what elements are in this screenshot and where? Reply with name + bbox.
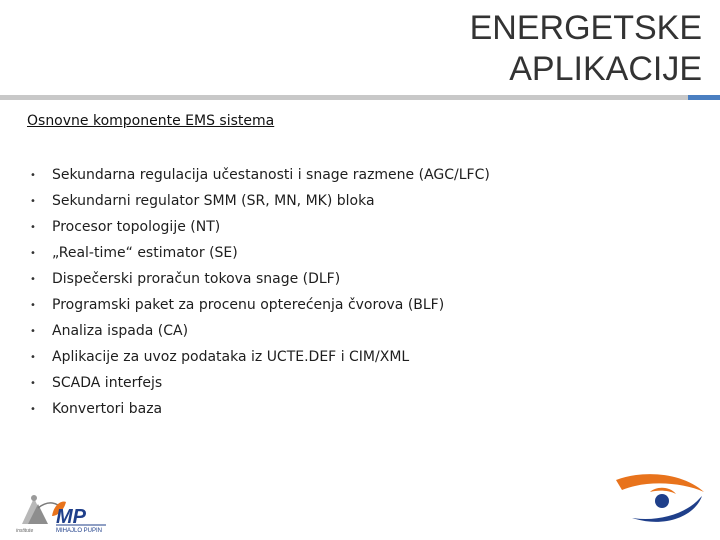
logo-small-text: institute bbox=[16, 528, 34, 534]
bullet-text: SCADA interfejs bbox=[52, 375, 163, 391]
list-item bbox=[24, 266, 490, 292]
bullet-text: Procesor topologije (NT) bbox=[52, 219, 221, 235]
slide-title bbox=[470, 8, 702, 90]
bullet-list bbox=[24, 162, 490, 422]
bullet-icon: • bbox=[30, 247, 36, 259]
list-item bbox=[24, 214, 490, 240]
slide-subtitle: Osnovne komponente EMS sistema bbox=[27, 113, 275, 129]
bullet-icon: • bbox=[30, 169, 36, 181]
bullet-text: Analiza ispada (CA) bbox=[52, 323, 189, 339]
bullet-icon: • bbox=[30, 403, 36, 415]
bullet-icon: • bbox=[30, 299, 36, 311]
logo-mark-text: MP bbox=[56, 506, 86, 528]
mihajlo-pupin-logo-icon bbox=[8, 490, 118, 534]
list-item bbox=[24, 396, 490, 422]
bullet-text: Programski paket za procenu opterećenja čvorova (BLF) bbox=[52, 297, 445, 313]
list-item bbox=[24, 188, 490, 214]
list-item bbox=[24, 318, 490, 344]
list-item bbox=[24, 344, 490, 370]
bullet-text: Sekundarna regulacija učestanosti i snage razmene (AGC/LFC) bbox=[52, 167, 490, 183]
list-item bbox=[24, 240, 490, 266]
title-divider-accent bbox=[688, 95, 720, 100]
list-item bbox=[24, 292, 490, 318]
bullet-icon: • bbox=[30, 377, 36, 389]
bullet-icon: • bbox=[30, 273, 36, 285]
slide-title-line-1: ENERGETSKE bbox=[469, 9, 702, 47]
list-item bbox=[24, 370, 490, 396]
bullet-text: „Real-time“ estimator (SE) bbox=[52, 245, 238, 261]
bullet-text: Sekundarni regulator SMM (SR, MN, MK) bloka bbox=[52, 193, 375, 209]
eye-swoosh-logo bbox=[612, 470, 712, 532]
bullet-text: Konvertori baza bbox=[52, 401, 163, 417]
title-divider bbox=[0, 95, 688, 100]
eye-swoosh-logo-icon bbox=[612, 470, 712, 532]
bullet-icon: • bbox=[30, 351, 36, 363]
bullet-text: Aplikacije za uvoz podataka iz UCTE.DEF i CIM/XML bbox=[52, 349, 410, 365]
bullet-icon: • bbox=[30, 195, 36, 207]
bullet-text: Dispečerski proračun tokova snage (DLF) bbox=[52, 271, 341, 287]
mihajlo-pupin-logo bbox=[8, 490, 118, 534]
slide-title-line-2: APLIKACIJE bbox=[509, 50, 702, 88]
bullet-icon: • bbox=[30, 325, 36, 337]
list-item bbox=[24, 162, 490, 188]
bullet-icon: • bbox=[30, 221, 36, 233]
logo-caption-text: MIHAJLO PUPIN bbox=[56, 528, 103, 534]
